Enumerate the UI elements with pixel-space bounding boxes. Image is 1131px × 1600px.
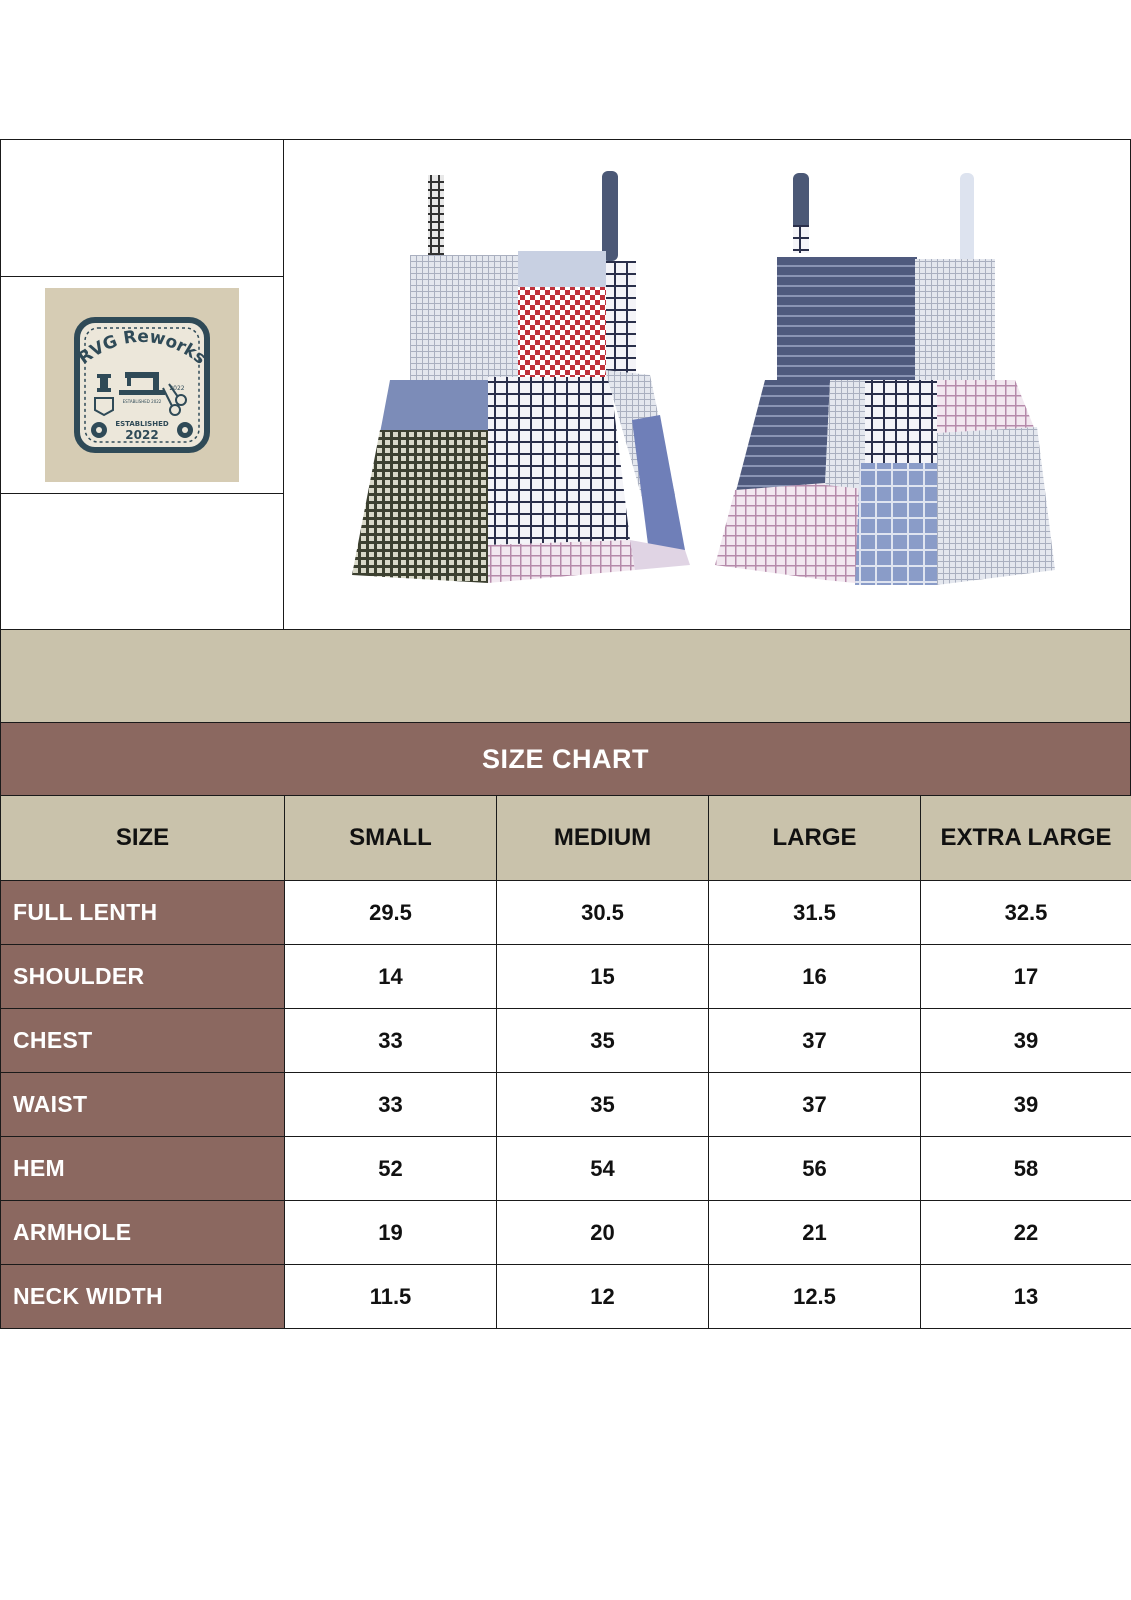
cell-value: 31.5 <box>709 881 921 945</box>
cell-value: 16 <box>709 945 921 1009</box>
cell-value: 19 <box>285 1201 497 1265</box>
patchwork-top-front-image <box>350 165 710 605</box>
brand-badge-icon <box>57 300 227 470</box>
table-row <box>1 945 1131 1009</box>
cell-value: 35 <box>497 1073 709 1137</box>
bottom-left-empty-cell <box>0 493 284 630</box>
table-row <box>1 1137 1131 1201</box>
cell-value: 37 <box>709 1073 921 1137</box>
cell-value: 12 <box>497 1265 709 1329</box>
cell-value: 30.5 <box>497 881 709 945</box>
size-chart-title: SIZE CHART <box>0 722 1131 796</box>
cell-value: 22 <box>921 1201 1131 1265</box>
row-label: SHOULDER <box>1 945 285 1009</box>
row-label: FULL LENTH <box>1 881 285 945</box>
badge-established-year: 2022 <box>125 428 159 442</box>
cell-value: 17 <box>921 945 1131 1009</box>
table-row <box>1 1073 1131 1137</box>
spacer-band <box>0 629 1131 723</box>
cell-value: 15 <box>497 945 709 1009</box>
cell-value: 35 <box>497 1009 709 1073</box>
cell-value: 33 <box>285 1009 497 1073</box>
header-extra-large: EXTRA LARGE <box>921 796 1131 881</box>
row-label: ARMHOLE <box>1 1201 285 1265</box>
table-row <box>1 881 1131 945</box>
cell-value: 12.5 <box>709 1265 921 1329</box>
row-label: CHEST <box>1 1009 285 1073</box>
table-row <box>1 1201 1131 1265</box>
row-label: NECK WIDTH <box>1 1265 285 1329</box>
cell-value: 37 <box>709 1009 921 1073</box>
table-row <box>1 1265 1131 1329</box>
cell-value: 14 <box>285 945 497 1009</box>
badge-year: 2022 <box>169 385 185 392</box>
badge-established-label: ESTABLISHED <box>115 420 169 428</box>
cell-value: 13 <box>921 1265 1131 1329</box>
cell-value: 11.5 <box>285 1265 497 1329</box>
cell-value: 29.5 <box>285 881 497 945</box>
row-label: WAIST <box>1 1073 285 1137</box>
top-left-empty-cell <box>0 139 284 277</box>
cell-value: 58 <box>921 1137 1131 1201</box>
cell-value: 39 <box>921 1009 1131 1073</box>
header-size: SIZE <box>1 796 285 881</box>
header-row <box>1 796 1131 881</box>
badge-small-text: ESTABLISHED 2022 <box>122 399 162 404</box>
brand-logo <box>45 288 239 482</box>
cell-value: 33 <box>285 1073 497 1137</box>
cell-value: 32.5 <box>921 881 1131 945</box>
cell-value: 56 <box>709 1137 921 1201</box>
table-row <box>1 1009 1131 1073</box>
header-medium: MEDIUM <box>497 796 709 881</box>
cell-value: 39 <box>921 1073 1131 1137</box>
cell-value: 54 <box>497 1137 709 1201</box>
row-label: HEM <box>1 1137 285 1201</box>
header-small: SMALL <box>285 796 497 881</box>
cell-value: 20 <box>497 1201 709 1265</box>
patchwork-top-back-image <box>715 165 1065 605</box>
svg-text:RVG Reworks: RVG Reworks <box>74 326 210 369</box>
cell-value: 52 <box>285 1137 497 1201</box>
header-large: LARGE <box>709 796 921 881</box>
cell-value: 21 <box>709 1201 921 1265</box>
size-chart-table <box>0 795 1131 1329</box>
